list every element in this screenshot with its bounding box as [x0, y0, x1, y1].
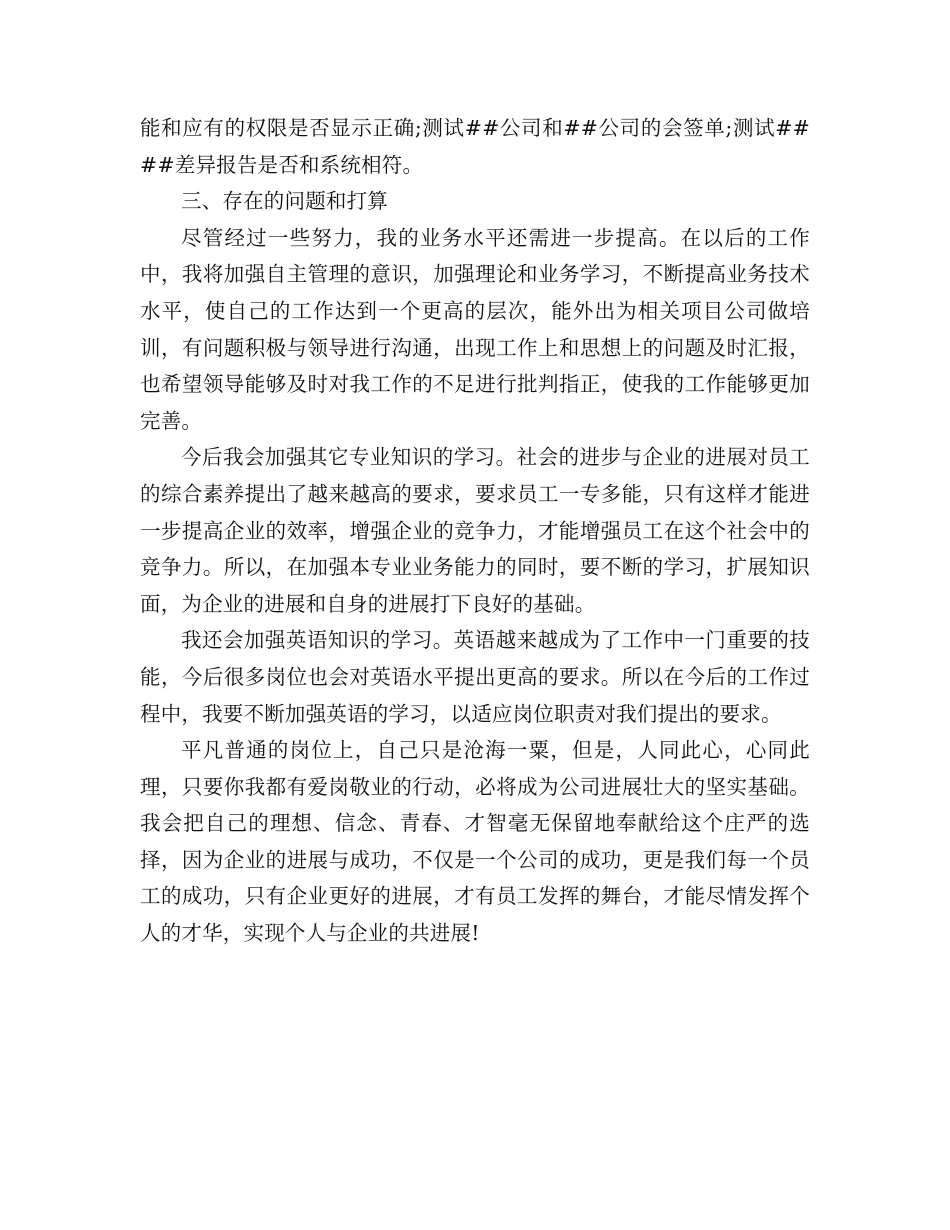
section-heading: 三、存在的问题和打算 [181, 189, 388, 214]
paragraph: 今后我会加强其它专业知识的学习。社会的进步与企业的进展对员工的综合素养提出了越来越高的要求，要求员工一专多能，只有这样才能进一步提高企业的效率，增强企业的竞争力，才能增强员工在这个社会中的竞争力。所以，在加强本专业业务能力的同时，要不断的学习，扩展知识面，为企业的进展和自身的进展打下良好的基础。 [140, 445, 810, 616]
paragraph: 平凡普通的岗位上，自己只是沧海一粟，但是，人同此心，心同此理，只要你我都有爱岗敬业的行动，必将成为公司进展壮大的坚实基础。我会把自己的理想、信念、青春、才智毫无保留地奉献给这个庄严的选择，因为企业的进展与成功，不仅是一个公司的成功，更是我们每一个员工的成功，只有企业更好的进展，才有员工发挥的舞台，才能尽情发挥个人的才华，实现个人与企业的共进展! [140, 738, 810, 946]
paragraph-continuation: 能和应有的权限是否显示正确;测试##公司和##公司的会签单;测试####差异报告是否和系统相符。 [140, 116, 810, 177]
document-body [140, 110, 810, 952]
paragraph: 尽管经过一些努力，我的业务水平还需进一步提高。在以后的工作中，我将加强自主管理的意识，加强理论和业务学习，不断提高业务技术水平，使自己的工作达到一个更高的层次，能外出为相关项目公司做培训，有问题积极与领导进行沟通，出现工作上和思想上的问题及时汇报，也希望领导能够及时对我工作的不足进行批判指正，使我的工作能够更加完善。 [140, 225, 810, 433]
paragraph: 我还会加强英语知识的学习。英语越来越成为了工作中一门重要的技能，今后很多岗位也会对英语水平提出更高的要求。所以在今后的工作过程中，我要不断加强英语的学习，以适应岗位职责对我们提出的要求。 [140, 628, 810, 726]
